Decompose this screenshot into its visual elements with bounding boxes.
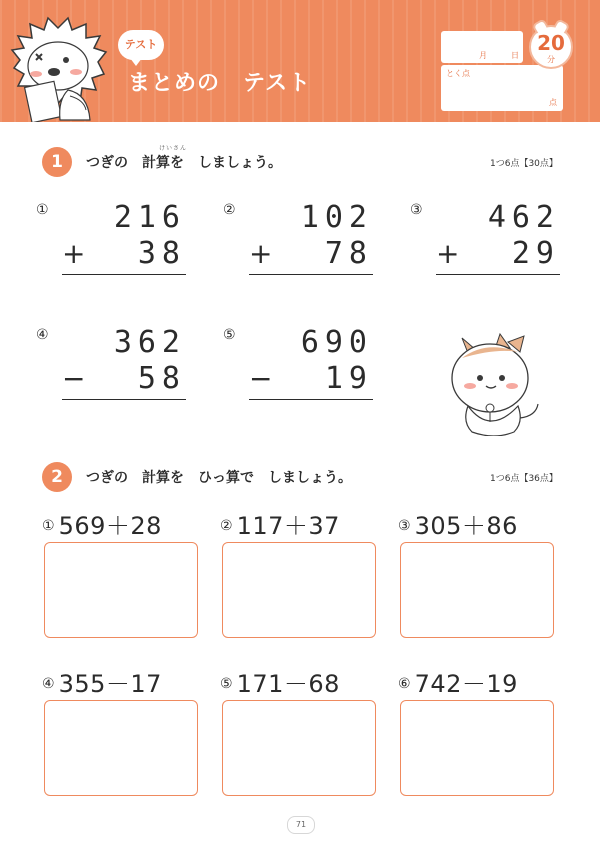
section-1-ruby: けいさん — [159, 145, 188, 152]
problem-label: ④ — [36, 327, 49, 343]
page-title: まとめの テスト — [128, 71, 312, 96]
answer-box[interactable] — [222, 700, 376, 796]
section-1-number: 1 — [42, 147, 72, 177]
answer-box[interactable] — [400, 542, 554, 638]
section-2-points: 1つ6点【36点】 — [490, 474, 558, 484]
horizontal-problem — [398, 506, 578, 541]
section-2-instruction: つぎの 計算を ひっ算で しましょう。 — [86, 470, 352, 486]
score-label: とく点 — [446, 69, 470, 78]
operator: + — [436, 237, 460, 270]
problem-bottom-number: 38 — [137, 236, 186, 271]
section-1-points: 1つ6点【30点】 — [490, 159, 558, 169]
operator: − — [62, 362, 86, 395]
problem-label: ③ — [398, 518, 411, 534]
problem-top-number: 216 — [113, 200, 186, 235]
problem-label: ⑥ — [398, 676, 411, 692]
problem-label: ② — [223, 202, 236, 218]
problem-label: ① — [36, 202, 49, 218]
operator: + — [62, 237, 86, 270]
problem-expression: 171－68 — [236, 670, 340, 698]
answer-line — [249, 274, 373, 275]
problem-label: ⑤ — [220, 676, 233, 692]
answer-box[interactable] — [44, 542, 198, 638]
vertical-problem — [223, 200, 373, 280]
answer-box[interactable] — [44, 700, 198, 796]
answer-box[interactable] — [400, 700, 554, 796]
problem-expression: 117＋37 — [236, 512, 340, 540]
operator: + — [249, 237, 273, 270]
problem-expression: 742－19 — [414, 670, 518, 698]
horizontal-problem — [42, 506, 222, 541]
problem-label: ④ — [42, 676, 55, 692]
vertical-problem — [223, 325, 373, 405]
horizontal-problem — [220, 664, 400, 699]
answer-line — [436, 274, 560, 275]
problem-top-number: 690 — [300, 325, 373, 360]
answer-box[interactable] — [222, 542, 376, 638]
operator: − — [249, 362, 273, 395]
problem-bottom-number: 29 — [511, 236, 560, 271]
problem-bottom-number: 19 — [324, 361, 373, 396]
problem-top-number: 462 — [487, 200, 560, 235]
problem-bottom-number: 78 — [324, 236, 373, 271]
vertical-problem — [410, 200, 560, 280]
problem-expression: 355－17 — [58, 670, 162, 698]
horizontal-problem — [220, 506, 400, 541]
vertical-problem — [36, 325, 186, 405]
score-field[interactable] — [441, 65, 563, 111]
score-unit: 点 — [549, 98, 557, 107]
date-field[interactable] — [441, 31, 523, 63]
test-badge: テスト — [118, 30, 164, 60]
problem-expression: 569＋28 — [58, 512, 162, 540]
problem-label: ⑤ — [223, 327, 236, 343]
horizontal-problem — [398, 664, 578, 699]
header-banner — [0, 0, 600, 122]
problem-expression: 305＋86 — [414, 512, 518, 540]
section-1-instruction — [86, 152, 282, 172]
section-2-number: 2 — [42, 462, 72, 492]
answer-line — [62, 399, 186, 400]
day-label: 日 — [511, 51, 519, 60]
hedgehog-mascot-icon — [6, 14, 116, 122]
month-label: 月 — [479, 51, 487, 60]
answer-line — [62, 274, 186, 275]
timer-badge — [529, 25, 573, 69]
problem-top-number: 362 — [113, 325, 186, 360]
problem-label: ① — [42, 518, 55, 534]
problem-bottom-number: 58 — [137, 361, 186, 396]
timer-unit: 分 — [547, 55, 555, 64]
section-1-text-after: を しましょう。 — [170, 155, 282, 171]
section-1-text-before: つぎの — [86, 155, 142, 171]
cat-mascot-icon — [446, 328, 546, 436]
page-number: 71 — [287, 816, 315, 834]
timer-value: 20 — [537, 31, 565, 55]
answer-line — [249, 399, 373, 400]
problem-top-number: 102 — [300, 200, 373, 235]
section-1-text-ruby: 計算 — [142, 155, 170, 171]
problem-label: ③ — [410, 202, 423, 218]
horizontal-problem — [42, 664, 222, 699]
vertical-problem — [36, 200, 186, 280]
problem-label: ② — [220, 518, 233, 534]
